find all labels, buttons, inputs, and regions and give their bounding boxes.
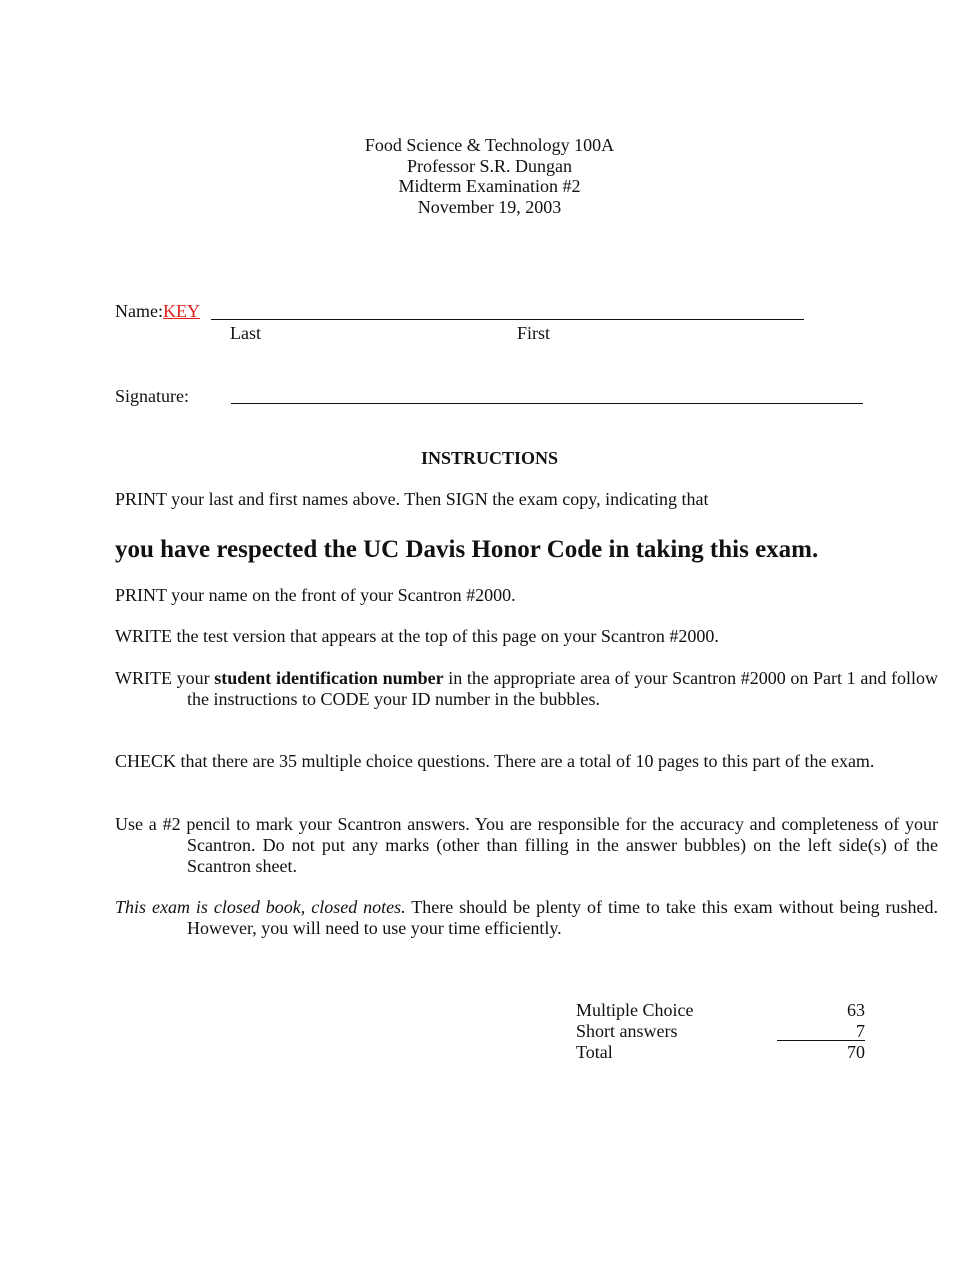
instructions-heading: INSTRUCTIONS: [420, 448, 559, 468]
closed-book-rest: There should be plenty of time to take this exam without being rushed. However, you will need to use your time efficiently.: [187, 897, 939, 938]
score-row: [576, 1042, 865, 1063]
honor-code-statement: you have respected the UC Davis Honor Code in taking this exam.: [115, 536, 819, 563]
student-id-emphasis: student identification number: [214, 668, 444, 688]
score-value: 7: [856, 1021, 865, 1041]
last-name-label: Last: [230, 323, 261, 343]
instruction-print-sign: PRINT your last and first names above. Then SIGN the exam copy, indicating that: [115, 489, 709, 509]
score-row: [576, 1000, 865, 1021]
score-label: Multiple Choice: [576, 1000, 694, 1020]
name-value: KEY: [162, 301, 200, 321]
instruction-check-questions: CHECK that there are 35 multiple choice questions. There are a total of 10 pages to this part of the exam.: [115, 751, 875, 771]
instruction-pencil: Use a #2 pencil to mark your Scantron answers. You are responsible for the accuracy and completeness of your Scantron. Do not put any marks (other than filling in the answer bubbles) on the left side(s) of the Scantron sheet.: [115, 814, 938, 876]
first-name-label: First: [517, 323, 551, 343]
name-label: Name:: [115, 301, 163, 321]
professor-name: Professor S.R. Dungan: [407, 155, 572, 176]
score-summary: [576, 1000, 865, 1063]
instruction-write-version: WRITE the test version that appears at the top of this page on your Scantron #2000.: [115, 626, 719, 646]
instruction-closed-book: [115, 897, 938, 939]
instruction-student-id-pre: WRITE your: [115, 668, 215, 688]
course-title: Food Science & Technology 100A: [364, 135, 615, 155]
instruction-student-id-post: in the appropriate area of your Scantron #2000 on Part 1 and follow the instructions to CODE your ID number in the bubbles.: [187, 668, 938, 709]
instruction-student-id: [115, 668, 938, 710]
name-underline: [211, 319, 804, 320]
score-label: Short answers: [576, 1021, 678, 1041]
exam-header: [0, 135, 979, 217]
score-value: 63: [847, 1000, 865, 1020]
score-label: Total: [576, 1042, 613, 1062]
signature-label: Signature:: [115, 386, 189, 406]
instruction-print-scantron: PRINT your name on the front of your Scantron #2000.: [115, 585, 516, 605]
score-row: [576, 1021, 865, 1042]
subtotal-underline: [777, 1040, 865, 1041]
closed-book-notice: This exam is closed book, closed notes.: [115, 897, 406, 917]
exam-date: November 19, 2003: [417, 196, 562, 217]
name-field[interactable]: [115, 300, 815, 322]
signature-line[interactable]: [231, 403, 863, 404]
score-value: 70: [847, 1042, 865, 1062]
exam-title: Midterm Examination #2: [398, 176, 581, 196]
